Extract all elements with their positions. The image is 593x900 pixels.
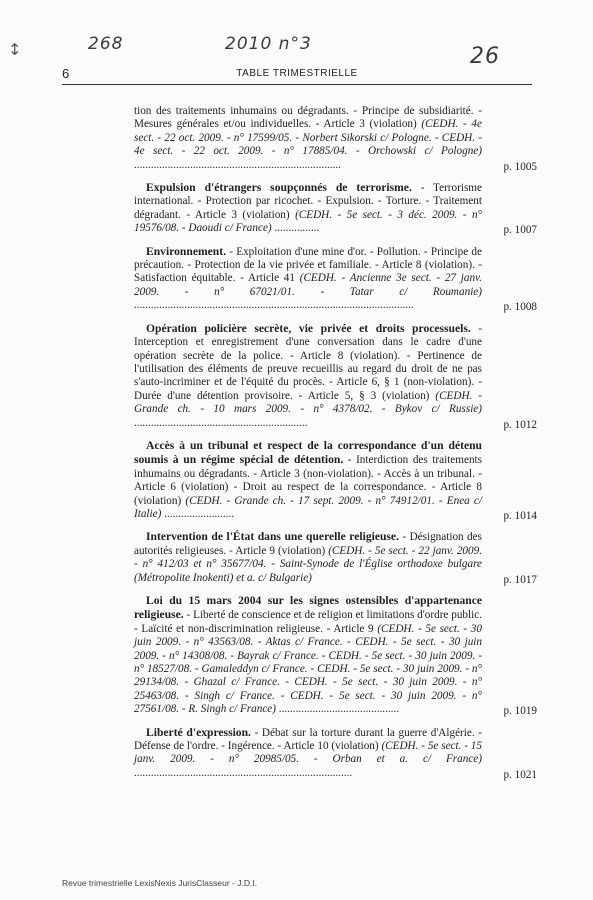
toc-entry: Expulsion d'étrangers soupçonnés de terrorisme. - Terrorisme international. - Protection par ricochet. - Expulsion. - Torture. - Traitement dégradant. - Article 3 (violation) (CEDH. - 5e sect. - 3 déc. 2009. - n° 19576/08. - Daoudi c/ France) ................ p. 1007: [134, 181, 537, 237]
handwritten-note-right: 26: [470, 44, 500, 69]
entry-page-ref[interactable]: p. 1017: [503, 573, 537, 586]
handwritten-note-left: 268: [88, 34, 124, 54]
margin-tick-mark: ↕: [8, 40, 22, 59]
entry-text: - Terrorisme international. - Protection par ricochet. - Expulsion. - Torture. - Traitement dégradant. - Article 3 (violation): [134, 182, 482, 221]
entry-title: Opération policière secrète, vie privée et droits processuels.: [146, 321, 471, 335]
entry-text: - Liberté de conscience et de religion et limitations d'ordre public. - Laïcité et non-discrimination religieuse. - Article 9: [134, 609, 482, 635]
toc-entry: Accès à un tribunal et respect de la correspondance d'un détenu soumis à un régime spécial de détention. - Interdiction des traitements inhumains ou dégradants. - Article 3 (non-violation). - Accès à un tribunal. - Article 6 (violation) - Droit au respect de la correspondance. - Article 8 (violation) (CEDH. - Grande ch. - 17 sept. 2009. - n° 74912/01. - Enea c/ Italie) ......................... p. 1014: [134, 438, 537, 522]
running-head: TABLE TRIMESTRIELLE: [236, 68, 358, 79]
toc-entry: tion des traitements inhumains ou dégradants. - Principe de subsidiarité. - Mesures générales et/ou individuelles. - Article 3 (violation) (CEDH. - 4e sect. - 22 oct. 2009. - n° 17599/05. - Norbert Sikorski c/ Pologne. - CEDH. - 4e sect. - 22 oct. 2009. - n° 17885/04. - Orchowski c/ Pologne) .......................................................................... p. 1005: [134, 105, 537, 173]
entry-title: Environnement.: [146, 244, 226, 258]
entry-citation: (CEDH. - 5e sect. - 22 janv. 2009. - n° 412/03 et n° 35677/04. - Saint-Synode de l'Église orthodoxe bulgare (Métropolite Inokenti) et a. c/ Bulgarie): [134, 544, 482, 584]
entry-citation: (CEDH. - 4e sect. - 22 oct. 2009. - n° 17599/05. - Norbert Sikorski c/ Pologne. - CEDH. - 4e sect. - 22 oct. 2009. - n° 17885/04. - Orchowski c/ Pologne): [134, 118, 482, 158]
entry-title: Accès à un tribunal et respect de la correspondance d'un détenu soumis à un régime spécial de détention.: [134, 438, 482, 467]
entry-citation: (CEDH. - 5e sect. - 30 juin 2009. - n° 43563/08. - Aktas c/ France. - CEDH. - 5e sect. - 30 juin 2009. - n° 14308/08. - Bayrak c/ France. - CEDH. - 5e sect. - 30 juin 2009. - n° 18527/08. - Gamaleddyn c/ France. - CEDH. - 5e sect. - 30 juin 2009. - n° 29134/08. - Ghazal c/ France. - CEDH. - 5e sect. - 30 juin 2009. - n° 25463/08. - Singh c/ France. - CEDH. - 5e sect. - 30 juin 2009. - n° 27561/08. - R. Singh c/ France): [134, 622, 482, 716]
entry-page-ref[interactable]: p. 1014: [503, 509, 537, 522]
toc-entry: Liberté d'expression. - Débat sur la torture durant la guerre d'Algérie. - Défense de l'ordre. - Ingérence. - Article 10 (violation) (CEDH. - 5e sect. - 15 janv. 2009. - n° 20985/05. - Orban et a. c/ France) .............................................................................. p. 1021: [134, 725, 537, 781]
toc-entry: Opération policière secrète, vie privée et droits processuels. - Interception et enregistrement d'une conversation dans le cadre d'une opération secrète de la police. - Article 8 (violation). - Pertinence de l'utilisation des éléments de preuve recueillis au regard du droit de ne pas s'auto-incriminer et de l'équité du procès. - Article 6, § 1 (non-violation). - Durée d'une détention provisoire. - Article 5, § 3 (violation) (CEDH. - Grande ch. - 10 mars 2009. - n° 4378/02. - Bykov c/ Russie) .............................................................. p. 1012: [134, 321, 537, 431]
entry-text: - Interdiction des traitements inhumains ou dégradants. - Article 3 (non-violation). - Accès à un tribunal. - Article 6 (violation) - Droit au respect de la correspondance. - Article 8 (violation): [134, 454, 482, 507]
entry-page-ref[interactable]: p. 1007: [503, 224, 537, 237]
entry-title: Expulsion d'étrangers soupçonnés de terrorisme.: [146, 181, 412, 195]
page-number: 6: [62, 66, 70, 81]
toc-entry: [134, 530, 537, 586]
entry-page-ref[interactable]: p. 1005: [503, 160, 537, 173]
page-footer: Revue trimestrielle LexisNexis JurisClasseur - J.D.I.: [62, 878, 258, 888]
entry-citation: (CEDH. - 5e sect. - 15 janv. 2009. - n° 20985/05. - Orban et a. c/ France): [134, 740, 482, 766]
entry-page-ref[interactable]: p. 1008: [503, 301, 537, 314]
entry-page-ref[interactable]: p. 1012: [503, 418, 537, 431]
entry-text: - Exploitation d'une mine d'or. - Pollution. - Principe de précaution. - Protection de la vie privée et familiale. - Article 8 (violation). - Satisfaction équitable. - Article 41: [134, 245, 482, 285]
entry-title: Loi du 15 mars 2004 sur les signes ostensibles d'appartenance religieuse.: [134, 594, 482, 622]
entry-title: Liberté d'expression.: [146, 725, 251, 739]
handwritten-note-middle: 2010 n°3: [225, 34, 312, 54]
entry-text: - Interception et enregistrement d'une conversation dans le cadre d'une opération secrète de la police. - Article 8 (violation). - Pertinence de l'utilisation des éléments de preuve recueillis au regard du droit de ne pas s'auto-incriminer et de l'équité du procès. - Article 6, § 1 (non-violation). - Durée d'une détention provisoire. - Article 5, § 3 (violation): [134, 322, 482, 402]
toc-entry: Loi du 15 mars 2004 sur les signes ostensibles d'appartenance religieuse. - Liberté de conscience et de religion et limitations d'ordre public. - Laïcité et non-discrimination religieuse. - Article 9 (CEDH. - 5e sect. - 30 juin 2009. - n° 43563/08. - Aktas c/ France. - CEDH. - 5e sect. - 30 juin 2009. - n° 14308/08. - Bayrak c/ France. - CEDH. - 5e sect. - 30 juin 2009. - n° 18527/08. - Gamaleddyn c/ France. - CEDH. - 5e sect. - 30 juin 2009. - n° 29134/08. - Ghazal c/ France. - CEDH. - 5e sect. - 30 juin 2009. - n° 25463/08. - Singh c/ France. - CEDH. - 5e sect. - 30 juin 2009. - n° 27561/08. - R. Singh c/ France) ........................................... p. 1019: [134, 594, 537, 718]
entry-page-ref[interactable]: p. 1021: [503, 768, 537, 781]
entry-citation: (CEDH. - 5e sect. - 3 déc. 2009. - n° 19576/08. - Daoudi c/ France): [134, 208, 483, 235]
entry-text: tion des traitements inhumains ou dégradants. - Principe de subsidiarité. - Mesures générales et/ou individuelles. - Article 3 (violation): [134, 105, 482, 131]
entry-text: - Désignation des autorités religieuses. - Article 9 (violation): [134, 531, 482, 557]
entry-citation: (CEDH. - Ancienne 3e sect. - 27 janv. 2009. - n° 67021/01. - Tatar c/ Roumanie): [134, 272, 482, 298]
entry-citation: (CEDH. - Grande ch. - 10 mars 2009. - n° 4378/02. - Bykov c/ Russie): [134, 389, 482, 416]
entry-citation: (CEDH. - Grande ch. - 17 sept. 2009. - n° 74912/01. - Enea c/ Italie): [134, 494, 482, 520]
entry-text: - Débat sur la torture durant la guerre d'Algérie. - Défense de l'ordre. - Ingérence. - Article 10 (violation): [134, 726, 482, 753]
table-of-contents: [134, 104, 537, 789]
toc-entry: Environnement. - Exploitation d'une mine d'or. - Pollution. - Principe de précaution. - Protection de la vie privée et familiale. - Article 8 (violation). - Satisfaction équitable. - Article 41 (CEDH. - Ancienne 3e sect. - 27 janv. 2009. - n° 67021/01. - Tatar c/ Roumanie) .................................................................................................... p. 1008: [134, 244, 537, 314]
entry-title: Intervention de l'État dans une querelle religieuse.: [146, 530, 399, 544]
page-header: [62, 66, 532, 85]
entry-page-ref[interactable]: p. 1019: [503, 705, 537, 718]
